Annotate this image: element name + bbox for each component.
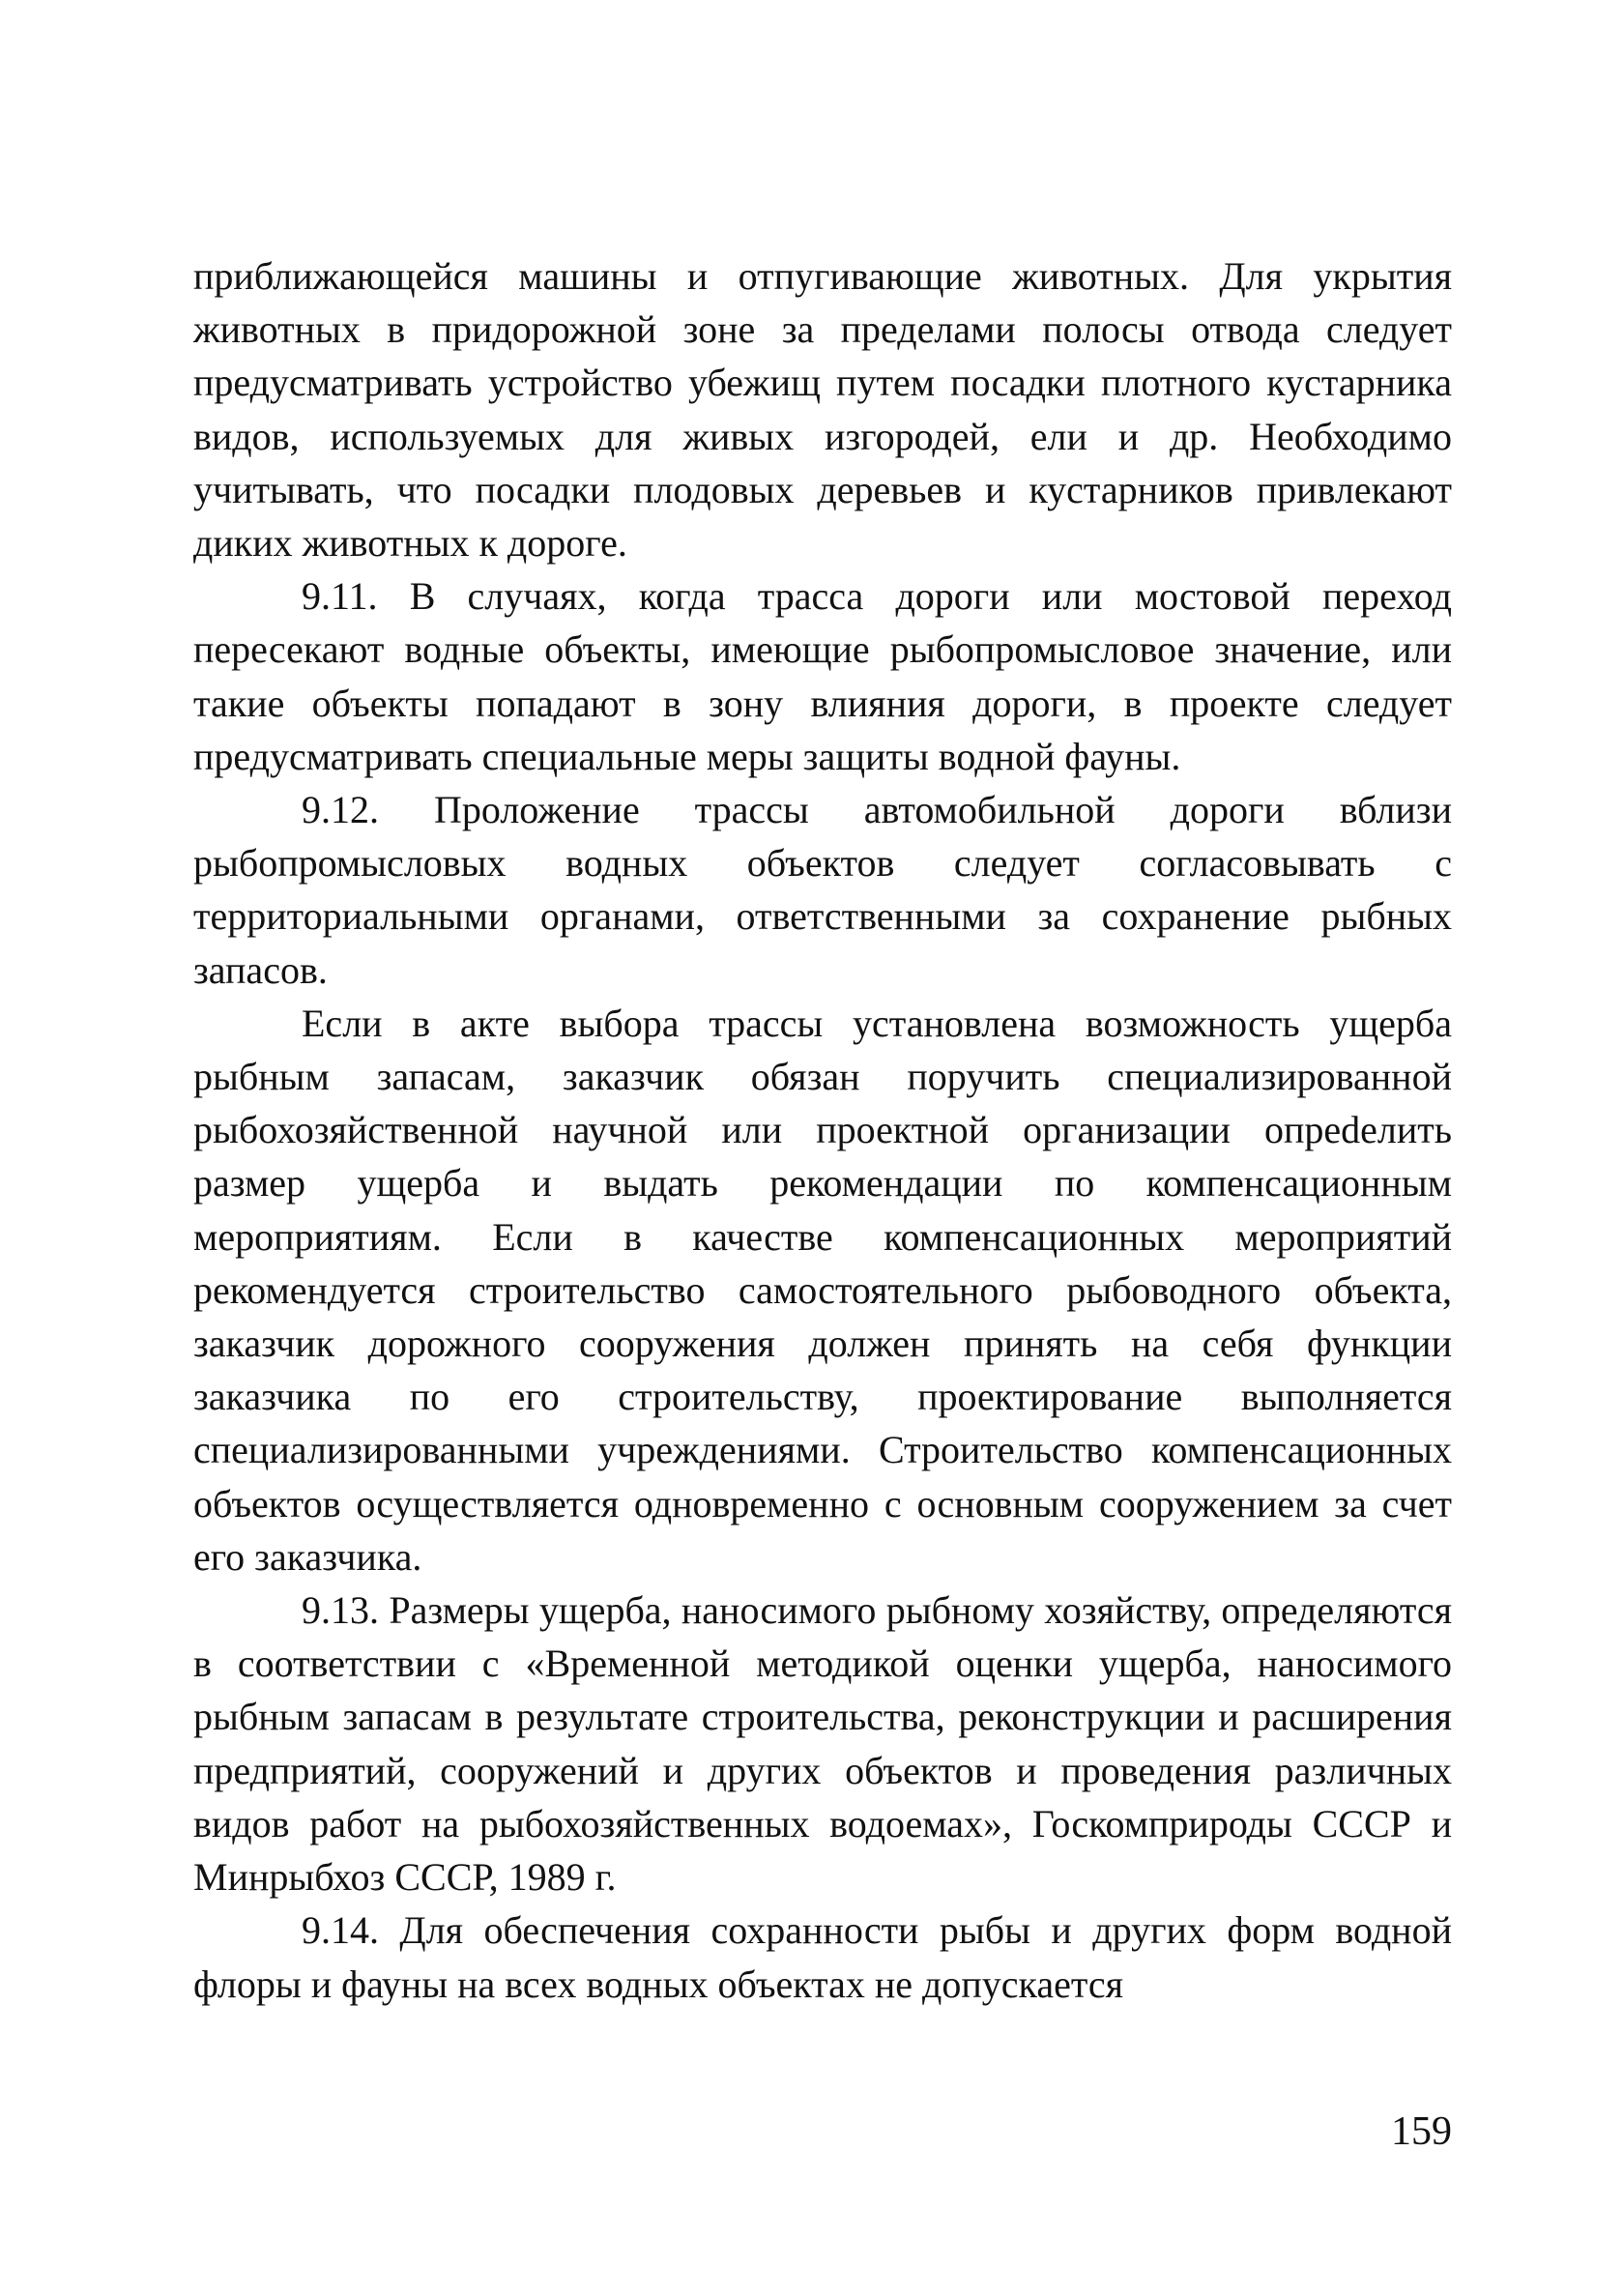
paragraph-9-11: 9.11. В случаях, когда трасса дороги или мостовой переход пересекают водные объекты, имеющие рыбопромысловое значение, или такие объекты попадают в зону влияния дороги, в проекте следует предусматривать специальные меры защиты водной фауны. bbox=[193, 574, 1452, 778]
paragraph-continuation: приближающейся машины и отпугивающие животных. Для укрытия животных в придорожной зоне за пределами полосы отвода следует предусматривать устройство убежищ путем посадки плотного кустарника видов, используемых для живых изгородей, ели и др. Необходимо учитывать, что посадки плодовых деревьев и кустарников привлекают диких животных к дороге. bbox=[193, 254, 1452, 566]
paragraph-9-12: 9.12. Проложение трассы автомобильной дороги вблизи рыбопромысловых водных объектов следует согласовывать с территориальными органами, ответственными за сохранение рыбных запасов. bbox=[193, 788, 1452, 992]
paragraph-damage-assessment: Если в акте выбора трассы установлена возможность ущерба рыбным запасам, заказчик обязан поручить специализированной рыбохозяйственной научной или проектной организации опреdелить размер ущерба и выдать рекомендации по компенсационным мероприятиям. Если в качестве компенсационных мероприятий рекомендуется строительство самостоятельного рыбоводного объекта, заказчик дорожного сооружения должен принять на себя функции заказчика по его строительству, проектирование выполняется специализированными учреждениями. Строительство компенсационных объектов осуществляется одновременно с основным сооружением за счет его заказчика. bbox=[193, 1001, 1452, 1579]
body-text bbox=[193, 249, 1452, 2011]
paragraph-9-14: 9.14. Для обеспечения сохранности рыбы и других форм водной флоры и фауны на всех водных объектах не допускается bbox=[193, 1908, 1452, 2006]
page-number: 159 bbox=[1391, 2109, 1452, 2154]
paragraph-9-13: 9.13. Размеры ущерба, наносимого рыбному хозяйству, определяются в соответствии с «Временной методикой оценки ущерба, наносимого рыбным запасам в результате строительства, реконструкции и расширения предприятий, сооружений и других объектов и проведения различных видов работ на рыбохозяйственных водоемах», Госкомприроды СССР и Минрыбхоз СССР, 1989 г. bbox=[193, 1588, 1452, 1900]
